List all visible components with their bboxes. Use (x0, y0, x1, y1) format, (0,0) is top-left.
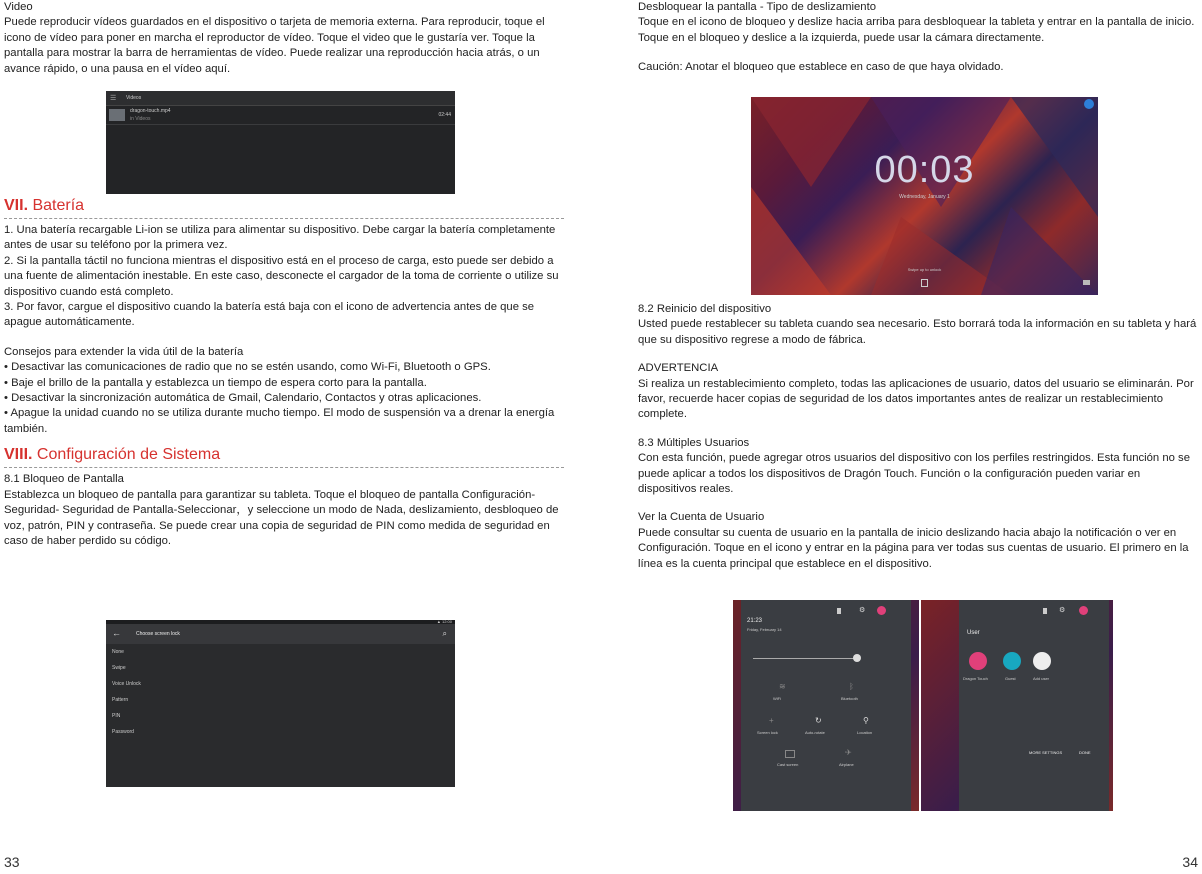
quick-settings-screenshot (733, 600, 919, 811)
location-icon[interactable]: ⚲ (863, 716, 869, 725)
more-settings-button[interactable]: MORE SETTINGS (1029, 750, 1063, 755)
brightness-knob[interactable] (853, 654, 861, 662)
back-arrow-icon[interactable]: ← (112, 628, 121, 638)
bluetooth-icon[interactable]: ᛒ (849, 682, 854, 691)
reset-title: 8.2 Reinicio del dispositivo (638, 303, 772, 315)
lock-time: 00:03 (874, 149, 975, 191)
lock-option[interactable]: PIN (112, 713, 121, 719)
divider (4, 467, 564, 468)
battery-icon (1043, 608, 1047, 614)
video-file: dragon-touch.mp4 (130, 108, 171, 114)
user-icon[interactable] (1079, 606, 1088, 615)
user-name: Dragon Touch (963, 676, 988, 681)
unlock-text-2: Toque en el bloqueo y deslice a la izquierda, puede usar la cámara directamente. (638, 31, 1045, 44)
page-number-left: 33 (4, 854, 20, 870)
lock-option[interactable]: Pattern (112, 697, 129, 703)
video-sub: in Videos (130, 116, 151, 122)
tip-2: • Baje el brillo de la pantalla y establezca un tiempo de espera corto para la pantalla. (4, 376, 427, 389)
lock-icon[interactable] (921, 279, 928, 287)
right-page (638, 0, 1198, 76)
qs-tile-label: Screen lock (757, 730, 778, 735)
video-screenshot (106, 91, 455, 194)
divider (4, 218, 564, 219)
qs-tile-label: Airplane (839, 762, 854, 767)
rotate-icon[interactable]: ↻ (815, 716, 822, 725)
video-list-item[interactable] (106, 106, 455, 125)
left-page (4, 0, 574, 77)
screen-lock-icon[interactable]: + (769, 716, 774, 725)
qs-tile-label: Location (857, 730, 873, 735)
page-number-right: 34 (1182, 854, 1198, 870)
lock-screen-screenshot (751, 97, 1098, 295)
reset-section (638, 302, 1198, 572)
battery-item-3: 3. Por favor, cargue el dispositivo cuando la batería está baja con el icono de advertencia antes de que se apague automáticamente. (4, 301, 535, 329)
airplane-icon[interactable]: ✈ (845, 748, 852, 757)
user-icon[interactable] (877, 606, 886, 615)
user-name: Add user (1033, 676, 1050, 681)
battery-item-2: 2. Si la pantalla táctil no funciona mientras el dispositivo está en el proceso de carga, esto puede ser debido a una fuente de alimentación inestable. En este caso, desconecte el cargador de la toma de corriente o utilize su dispositivo cuando está completo. (4, 254, 559, 298)
avatar-icon[interactable] (1084, 99, 1094, 109)
lock-date: Wednesday, January 1 (899, 194, 950, 200)
done-button[interactable]: DONE (1079, 750, 1091, 755)
warning-title: ADVERTENCIA (638, 362, 719, 375)
battery-icon (837, 608, 841, 614)
lock-option[interactable]: Voice Unlock (112, 681, 141, 687)
lock-options-list (106, 644, 455, 745)
qs-tile-label: Bluetooth (841, 696, 858, 701)
user-avatar-guest[interactable] (1003, 652, 1021, 670)
lock-text: Establezca un bloqueo de pantalla para garantizar su tableta. Toque el bloqueo de pantalla Configuración-Seguridad- Seguridad de Pantalla-Seleccionar，y seleccione un modo de Nada, deslizamiento, desbloqueo de voz, patrón, PIN y contraseña. Se puede crear una copia de seguridad de PIN como medida de seguridad en caso de haber perdido su código. (4, 488, 559, 547)
lock-option[interactable]: Swipe (112, 665, 126, 671)
menu-icon: ☰ (110, 95, 117, 102)
battery-num: VII. (4, 197, 29, 214)
video-text: Puede reproducir vídeos guardados en el dispositivo o tarjeta de memoria externa. Para reproducir, toque el icono de vídeo para poner en marcha el reproductor de vídeo. Toque el video que le gustaría ver. Toque la pantalla para mostrar la barra de herramientas de vídeo. Puede realizar una reproducción hacia atrás, o un avance rápido, o una pausa en el vídeo aquí. (4, 16, 545, 75)
users-text: Con esta función, puede agregar otros usuarios del dispositivo con los perfiles restringidos. Esta función no se puede aplicar a todos los dispositivos de Dragón Touch. Función o la configuración pueden variar en dispositivos reales. (638, 452, 1190, 496)
qs-tile-label: Auto-rotate (805, 730, 825, 735)
lock-hint: Swipe up to unlock (907, 267, 942, 272)
caution-text: Caución: Anotar el bloqueo que establece en caso de que haya olvidado. (638, 61, 1004, 74)
tip-3: • Desactivar la sincronización automática de Gmail, Calendario, Contactos y otras aplicaciones. (4, 392, 482, 405)
account-title: Ver la Cuenta de Usuario (638, 511, 765, 524)
tip-1: • Desactivar las comunicaciones de radio que no se estén usando, como Wi-Fi, Bluetooth o GPS. (4, 361, 491, 374)
config-heading (4, 445, 574, 465)
account-text: Puede consultar su cuenta de usuario en la pantalla de inicio deslizando hacia abajo la notificación o ver en Configuración. Toque en el icono y entrar en la página para ver todas sus cuentas de usuario. El primero en la línea es la cuenta principal que establece en el dispositivo. (638, 526, 1189, 570)
tips-title: Consejos para extender la vida útil de la batería (4, 345, 244, 358)
lock-status: ▲ 12:00 (436, 620, 452, 624)
battery-section (4, 196, 574, 549)
unlock-text-1: Toque en el icono de bloqueo y deslize hacia arriba para desbloquear la tableta y entrar en la pantalla de inicio. (638, 16, 1195, 29)
lock-option[interactable]: Password (112, 729, 134, 735)
battery-heading (4, 196, 574, 216)
config-num: VIII. (4, 446, 33, 464)
users-title: 8.3 Múltiples Usuarios (638, 436, 750, 449)
qs-tile-label: Cast screen (777, 762, 799, 767)
qs-time: 21:23 (747, 618, 763, 624)
warning-text: Si realiza un restablecimiento completo, todas las aplicaciones de usuario, datos del usuario se eliminarán. Por favor, recuerde hacer copias de seguridad de los datos importantes antes de realizar un restablecimiento complete. (638, 377, 1194, 421)
reset-text: Usted puede restablecer su tableta cuando sea necesario. Esto borrará toda la información en su tableta y hará que su dispositivo regrese a modo de fábrica. (638, 318, 1197, 346)
lock-title: 8.1 Bloqueo de Pantalla (4, 473, 124, 486)
lock-header: Choose screen lock (136, 631, 180, 637)
user-name: Guest (1005, 676, 1016, 681)
add-user-icon[interactable] (1033, 652, 1051, 670)
battery-item-1: 1. Una batería recargable Li-ion se utiliza para alimentar su dispositivo. Debe cargar la batería completamente antes de usar su teléfono por la primera vez. (4, 224, 556, 252)
gear-icon[interactable]: ⚙ (859, 607, 866, 614)
config-title: Configuración de Sistema (32, 446, 221, 464)
user-avatar-dragon[interactable] (969, 652, 987, 670)
battery-title: Batería (28, 197, 85, 214)
camera-icon[interactable] (1083, 280, 1090, 285)
unlock-title: Desbloquear la pantalla - Tipo de deslizamiento (638, 1, 877, 13)
video-header: Videos (126, 95, 142, 101)
lock-option[interactable]: None (112, 649, 124, 655)
qs-tile-label: WiFi (773, 696, 781, 701)
video-duration: 02:44 (438, 112, 451, 118)
video-thumb (109, 109, 125, 121)
brightness-slider[interactable] (753, 658, 859, 659)
cast-icon[interactable] (785, 750, 795, 758)
wifi-icon[interactable]: ≋ (779, 682, 786, 691)
user-panel-screenshot (921, 600, 1113, 811)
video-title: Video (4, 1, 33, 13)
qs-date: Friday, February 14 (747, 627, 782, 632)
user-panel-title: User (967, 630, 980, 636)
tip-4: • Apague la unidad cuando no se utiliza durante mucho tiempo. El modo de suspensión va a drenar la energía también. (4, 407, 555, 435)
gear-icon[interactable]: ⚙ (1059, 607, 1066, 614)
screen-lock-screenshot (106, 620, 455, 787)
search-icon[interactable]: ⌕ (442, 629, 447, 638)
